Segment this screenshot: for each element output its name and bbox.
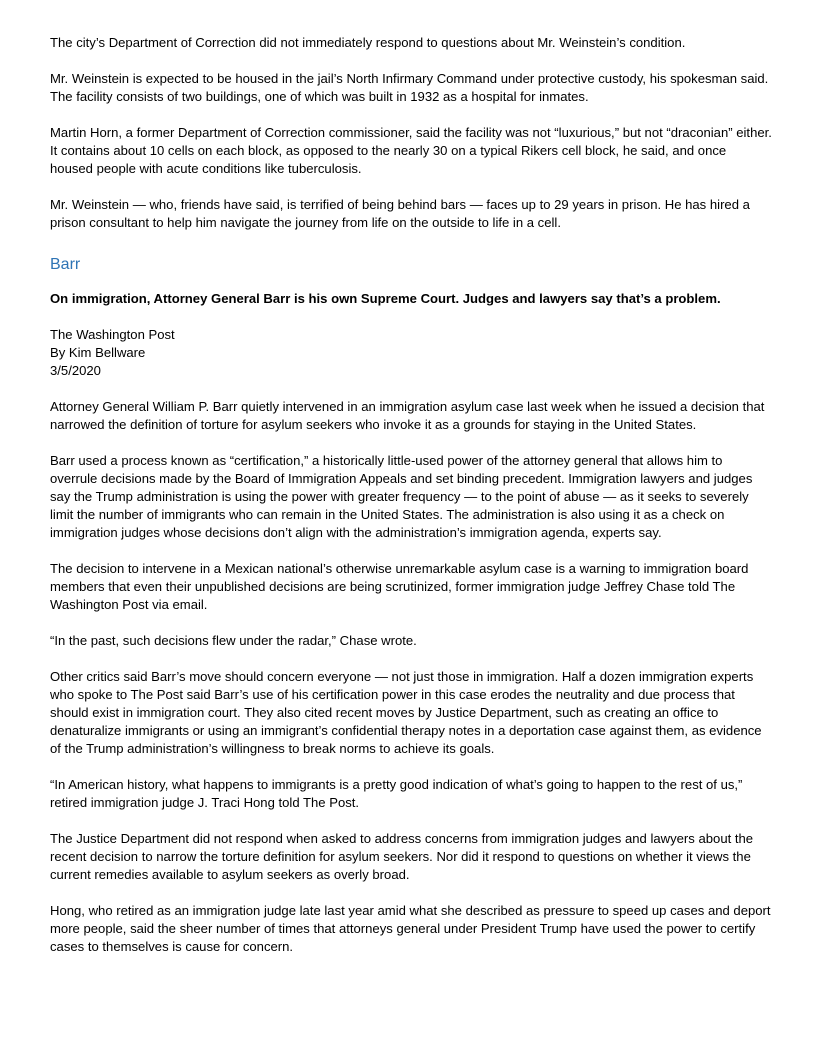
- article-paragraph: “In the past, such decisions flew under the radar,” Chase wrote.: [50, 633, 417, 648]
- paragraph-housing: Mr. Weinstein is expected to be housed in the jail’s North Infirmary Command under protective custody, his spokesman said. The facility consists of two buildings, one of which was built in 1932 as a hospital for inmates.: [50, 71, 769, 104]
- paragraph-doc-response: The city’s Department of Correction did not immediately respond to questions about Mr. Weinstein’s condition.: [50, 35, 686, 50]
- article-paragraph: The decision to intervene in a Mexican national’s otherwise unremarkable asylum case is a warning to immigration board members that even their unpublished decisions are being scrutinized, former immigration judge Jeffrey Chase told The Washington Post via email.: [50, 561, 749, 612]
- article-paragraph: Barr used a process known as “certification,” a historically little-used power of the attorney general that allows him to overrule decisions made by the Board of Immigration Appeals and set binding precedent. Immigration lawyers and judges say the Trump administration is using the power with greater frequency — to the point of abuse — as it seeks to severely limit the number of immigrants who can remain in the United States. The administration is also using it as a check on immigration judges whose decisions don’t align with the administration’s immigration agenda, experts say.: [50, 453, 753, 540]
- article-paragraph: The Justice Department did not respond when asked to address concerns from immigration judges and lawyers about the recent decision to narrow the torture definition for asylum seekers. Nor did it respond to questions on whether it views the current remedies available to asylum seekers as overly broad.: [50, 831, 754, 882]
- publication-name: The Washington Post: [50, 327, 175, 342]
- article-paragraph: Other critics said Barr’s move should concern everyone — not just those in immigration. Half a dozen immigration experts who spoke to The Post said Barr’s use of his certification power in this case erodes the neutrality and due process that should exist in immigration court. They also cited recent moves by Justice Department, such as creating an office to denaturalize immigrants or using an immigrant’s confidential therapy notes in a deportation case against them, as evidence of the Trump administration’s willingness to break norms to achieve its goals.: [50, 669, 762, 756]
- publish-date: 3/5/2020: [50, 363, 101, 378]
- paragraph-prison-term: Mr. Weinstein — who, friends have said, is terrified of being behind bars — faces up to 29 years in prison. He has hired a prison consultant to help him navigate the journey from life on the outside to life in a cell.: [50, 197, 750, 230]
- section-heading: Barr: [50, 256, 81, 273]
- article-paragraph: Hong, who retired as an immigration judge late last year amid what she described as pressure to speed up cases and deport more people, said the sheer number of times that attorneys general under President Trump have used the power to certify cases to themselves is cause for concern.: [50, 903, 771, 954]
- author-name: By Kim Bellware: [50, 345, 146, 360]
- article-paragraph: Attorney General William P. Barr quietly intervened in an immigration asylum case last week when he issued a decision that narrowed the definition of torture for asylum seekers who invoke it as a grounds for staying in the United States.: [50, 399, 765, 432]
- article-byline: [50, 326, 772, 380]
- paragraph-horn-quote: Martin Horn, a former Department of Correction commissioner, said the facility was not “luxurious,” but not “draconian” either. It contains about 10 cells on each block, as opposed to the nearly 30 on a typical Rikers cell block, he said, and once housed people with acute conditions like tuberculosis.: [50, 125, 772, 176]
- article-paragraph: “In American history, what happens to immigrants is a pretty good indication of what’s going to happen to the rest of us,” retired immigration judge J. Traci Hong told The Post.: [50, 777, 743, 810]
- article-headline: On immigration, Attorney General Barr is his own Supreme Court. Judges and lawyers say that’s a problem.: [50, 291, 721, 306]
- document-page: [50, 34, 772, 974]
